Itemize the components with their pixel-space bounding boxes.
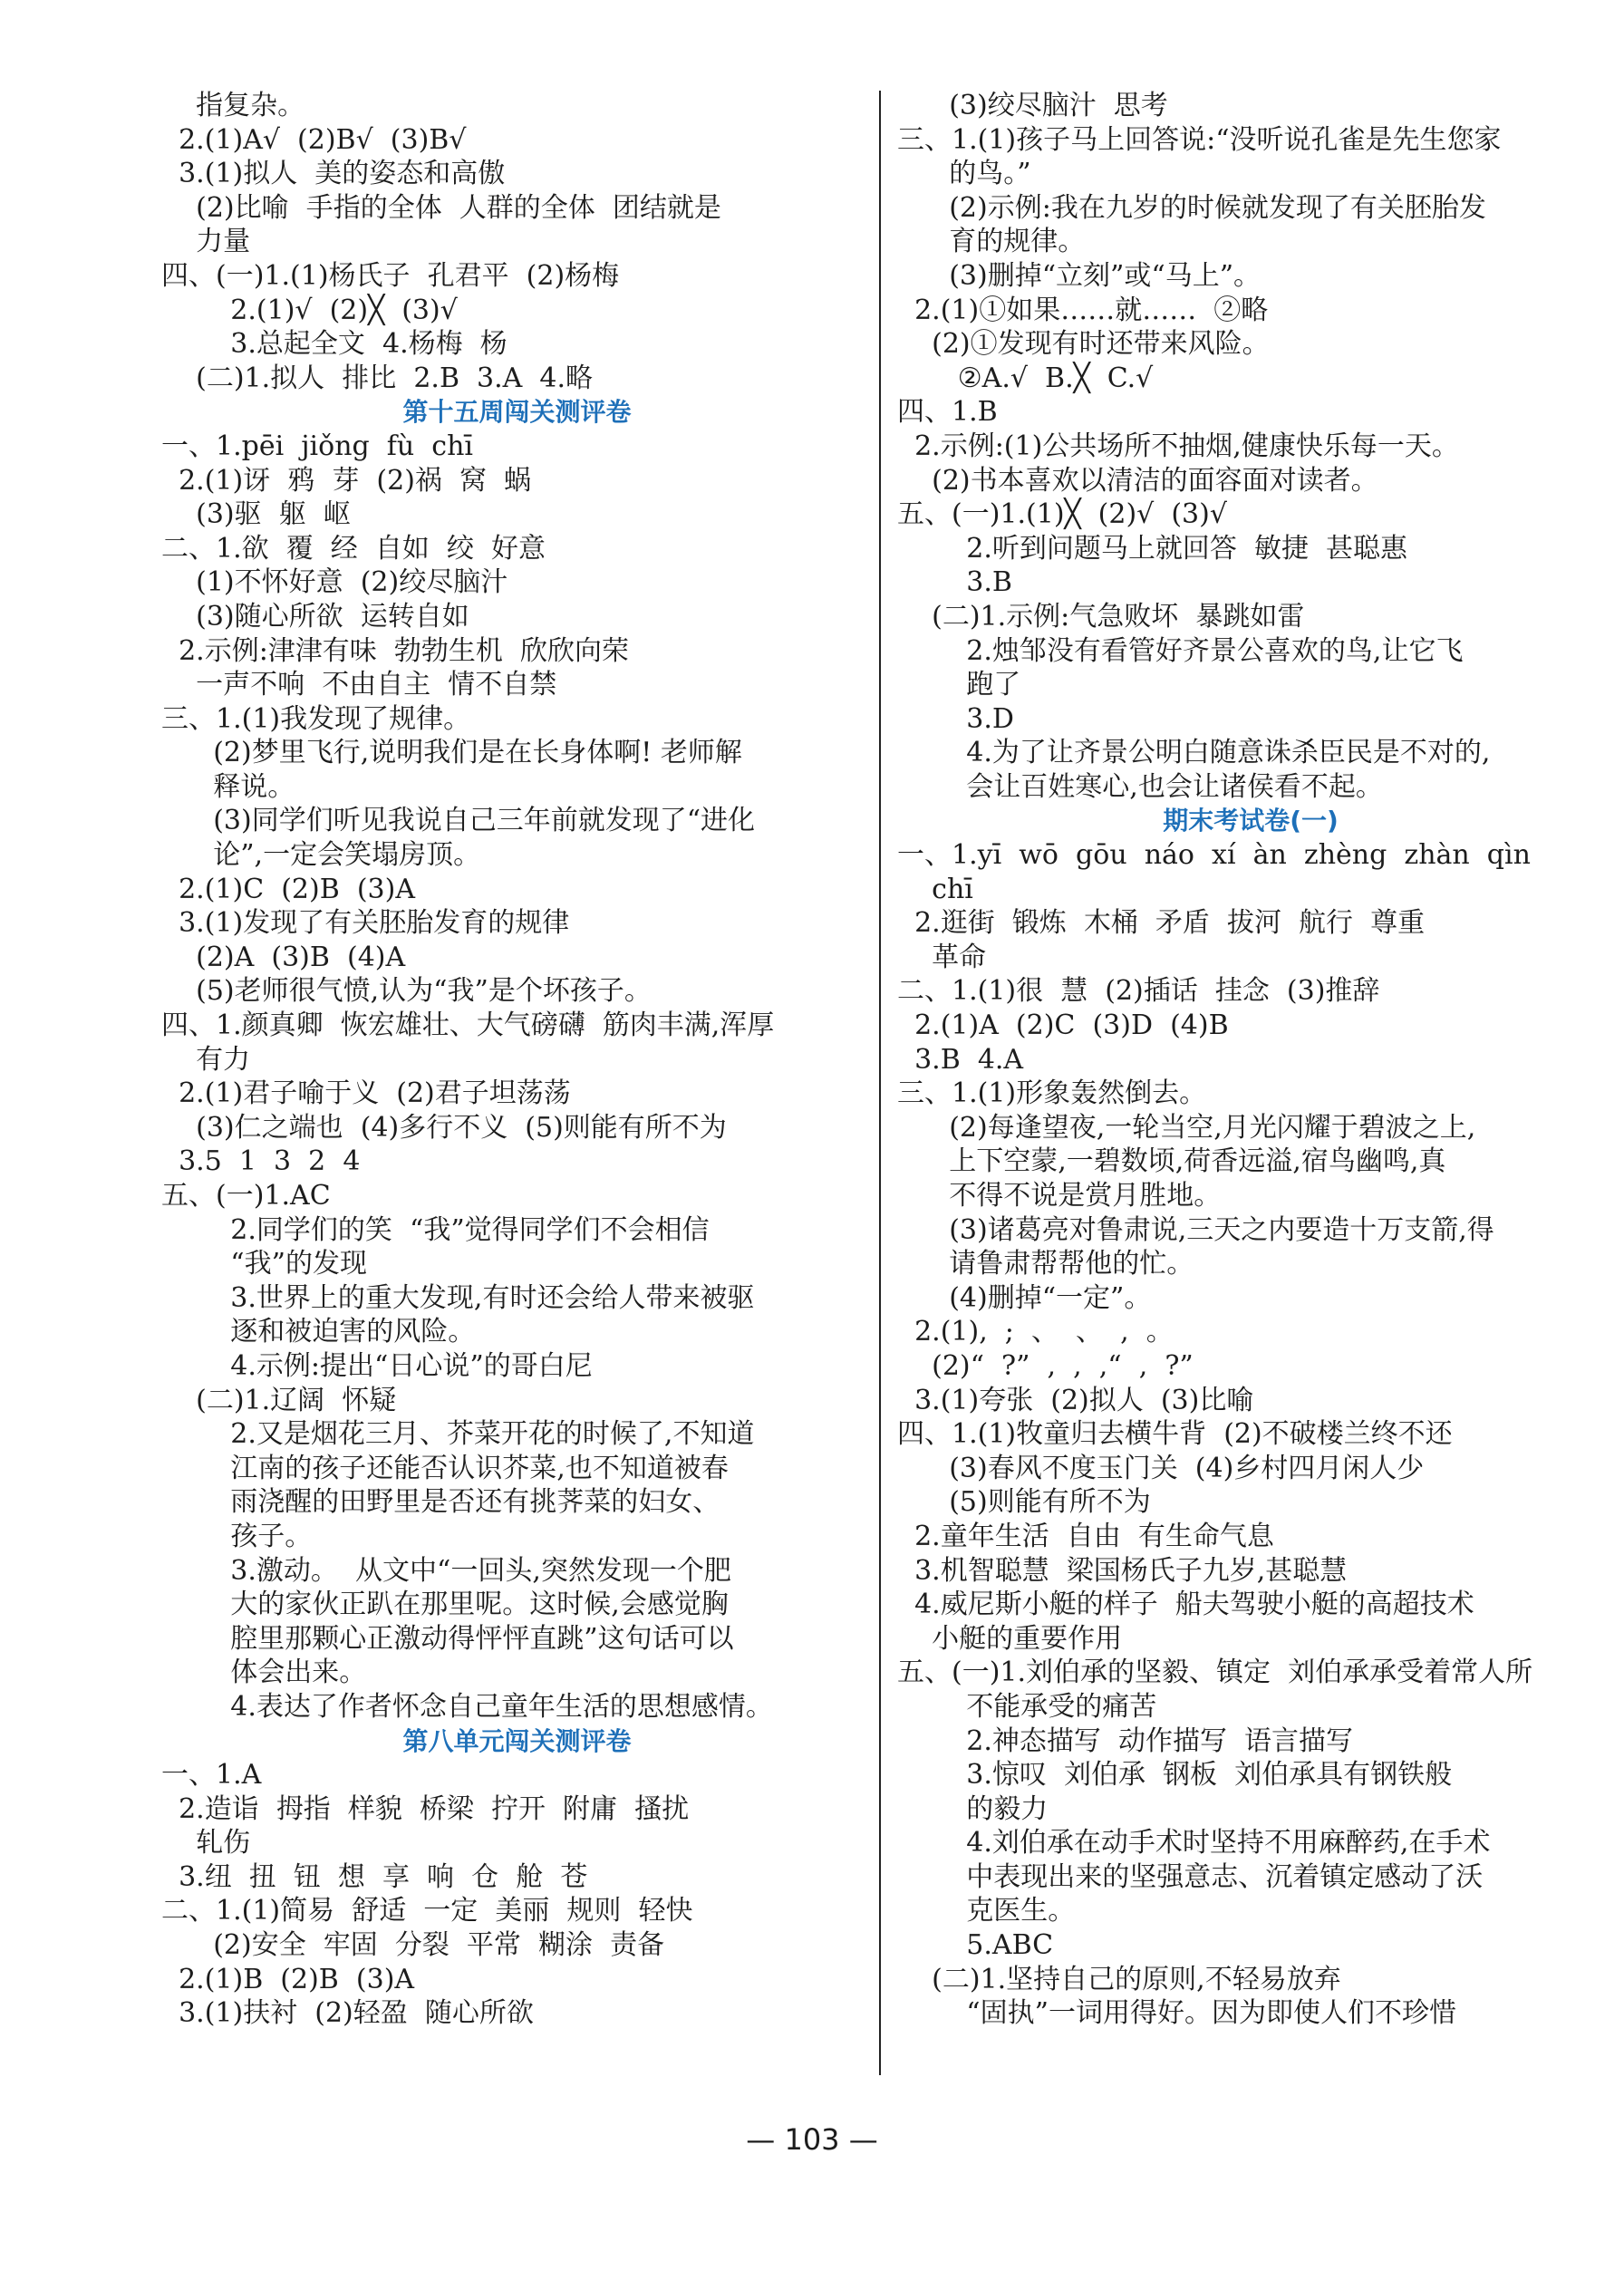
- answer-line: 跑了: [897, 669, 1021, 701]
- answer-line: 五、(一)1.AC: [161, 1180, 331, 1212]
- answer-line: 2.(1)√ (2)╳ (3)√: [161, 294, 458, 326]
- answer-line: 雨浇醒的田野里是否还有挑荠菜的妇女、: [161, 1486, 720, 1519]
- answer-line: 2.(1)C (2)B (3)A: [161, 873, 415, 905]
- answer-line: (二)1.示例:气急败坏 暴跳如雷: [897, 600, 1305, 633]
- answer-line: (3)随心所欲 运转自如: [161, 600, 469, 633]
- answer-line: 四、1.B: [897, 396, 998, 429]
- answer-line: 有力: [161, 1043, 251, 1076]
- answer-line: 4.威尼斯小艇的样子 船夫驾驶小艇的高超技术: [897, 1589, 1474, 1621]
- answer-line: (二)1.拟人 排比 2.B 3.A 4.略: [161, 362, 594, 394]
- answer-line: (3)诸葛亮对鲁肃说,三天之内要造十万支箭,得: [897, 1213, 1494, 1246]
- answer-line: (3)驱 躯 岖: [161, 498, 351, 531]
- answer-line: 小艇的重要作用: [897, 1622, 1123, 1655]
- answer-line: 3.B 4.A: [897, 1043, 1024, 1076]
- answer-line: 逐和被迫害的风险。: [161, 1316, 476, 1348]
- answer-line: 2.(1), ; 、 、 , 。: [897, 1316, 1174, 1348]
- answer-line: (2)安全 牢固 分裂 平常 糊涂 责备: [161, 1929, 665, 1962]
- answer-line: 一、1.A: [161, 1759, 262, 1792]
- answer-line: 克医生。: [897, 1895, 1076, 1927]
- answer-line: (2)“ ?” , , ,“ , ?”: [897, 1349, 1194, 1382]
- answer-line: 3.(1)拟人 美的姿态和高傲: [161, 158, 506, 190]
- answer-line: 4.示例:提出“日心说”的哥白尼: [161, 1349, 593, 1382]
- answer-line: 轧伤: [161, 1827, 251, 1859]
- answer-line: 体会出来。: [161, 1657, 367, 1689]
- answer-line: 一、1.pēi jiǒng fù chī: [161, 430, 474, 462]
- answer-line: 2.童年生活 自由 有生命气息: [897, 1520, 1274, 1552]
- answer-line: 3.(1)扶衬 (2)轻盈 随心所欲: [161, 1997, 534, 2030]
- answer-line: “固执”一词用得好。因为即使人们不珍惜: [897, 1997, 1456, 2030]
- answer-line: 4.刘伯承在动手术时坚持不用麻醉药,在手术: [897, 1827, 1491, 1859]
- answer-line: 3.(1)夸张 (2)拟人 (3)比喻: [897, 1384, 1254, 1416]
- answer-line: (2)①发现有时还带来风险。: [897, 328, 1270, 361]
- answer-line: 三、1.(1)孩子马上回答说:“没听说孔雀是先生您家: [897, 123, 1502, 156]
- answer-line: 会让百姓寒心,也会让诸侯看不起。: [897, 770, 1383, 803]
- answer-line: 上下空蒙,一碧数顷,荷香远溢,宿鸟幽鸣,真: [897, 1145, 1446, 1178]
- answer-line: 三、1.(1)形象轰然倒去。: [897, 1077, 1207, 1110]
- answer-line: 四、1.(1)牧童归去横牛背 (2)不破楼兰终不还: [897, 1418, 1453, 1451]
- answer-line: 2.同学们的笑 “我”觉得同学们不会相信: [161, 1213, 710, 1246]
- answer-line: 2.神态描写 动作描写 语言描写: [897, 1724, 1354, 1757]
- answer-line: (2)A (3)B (4)A: [161, 941, 406, 973]
- answer-line: (4)删掉“一定”。: [897, 1281, 1152, 1314]
- answer-line: 的鸟。”: [897, 158, 1031, 190]
- answer-line: 3.B: [897, 566, 1012, 599]
- answer-line: (3)删掉“立刻”或“马上”。: [897, 259, 1262, 292]
- answer-line: 的毅力: [897, 1792, 1049, 1825]
- answer-line: 不得不说是赏月胜地。: [897, 1180, 1222, 1212]
- answer-line: 2.(1)A√ (2)B√ (3)B√: [161, 123, 467, 156]
- answer-line: 一、1.yī wō gōu náo xí àn zhèng zhàn qìn: [897, 839, 1531, 872]
- answer-line: (2)每逢望夜,一轮当空,月光闪耀于碧波之上,: [897, 1111, 1476, 1144]
- answer-line: 2.造诣 拇指 样貌 桥梁 拧开 附庸 搔扰: [161, 1792, 690, 1825]
- answer-line: (二)1.辽阔 怀疑: [161, 1384, 397, 1416]
- answer-line: (3)同学们听见我说自己三年前就发现了“进化: [161, 805, 756, 837]
- answer-line: 4.表达了作者怀念自己童年生活的思想感情。: [161, 1690, 773, 1723]
- answer-line: 江南的孩子还能否认识芥菜,也不知道被春: [161, 1452, 729, 1484]
- answer-line: 3.D: [897, 702, 1014, 735]
- answer-line: 四、(一)1.(1)杨氏子 孔君平 (2)杨梅: [161, 259, 620, 292]
- answer-line: 2.(1)A (2)C (3)D (4)B: [897, 1009, 1229, 1042]
- answer-line: 力量: [161, 226, 251, 258]
- answer-line: 论”,一定会笑塌房顶。: [161, 839, 481, 872]
- answer-line: 中表现出来的坚强意志、沉着镇定感动了沃: [897, 1860, 1484, 1893]
- answer-line: 2.(1)君子喻于义 (2)君子坦荡荡: [161, 1077, 571, 1110]
- answer-line: (3)仁之端也 (4)多行不义 (5)则能有所不为: [161, 1111, 727, 1144]
- section-title: 期末考试卷(一): [1163, 806, 1339, 836]
- answer-line: 革命: [897, 941, 987, 973]
- section-title: 第十五周闯关测评卷: [402, 397, 632, 428]
- answer-line: 5.ABC: [897, 1929, 1054, 1962]
- answer-line: 3.世界上的重大发现,有时还会给人带来被驱: [161, 1281, 755, 1314]
- answer-line: (3)绞尽脑汁 思考: [897, 90, 1168, 121]
- answer-line: 五、(一)1.刘伯承的坚毅、镇定 刘伯承承受着常人所: [897, 1657, 1533, 1689]
- answer-line: 2.又是烟花三月、芥菜开花的时候了,不知道: [161, 1418, 755, 1451]
- right-column: [897, 89, 1604, 2031]
- answer-line: 3.(1)发现了有关胚胎发育的规律: [161, 907, 570, 940]
- column-divider: [879, 91, 881, 2075]
- answer-line: 不能承受的痛苦: [897, 1690, 1157, 1723]
- answer-line: 3.惊叹 刘伯承 钢板 刘伯承具有钢铁般: [897, 1759, 1453, 1792]
- left-column: [161, 89, 873, 2031]
- answer-line: (3)春风不度玉门关 (4)乡村四月闲人少: [897, 1452, 1425, 1484]
- answer-line: 3.激动。 从文中“一回头,突然发现一个肥: [161, 1554, 731, 1587]
- answer-line: (5)老师很气愤,认为“我”是个坏孩子。: [161, 975, 652, 1008]
- answer-line: 五、(一)1.(1)╳ (2)√ (3)√: [897, 498, 1227, 531]
- answer-line: 四、1.颜真卿 恢宏雄壮、大气磅礴 筋肉丰满,浑厚: [161, 1009, 775, 1042]
- section-title: 第八单元闯关测评卷: [402, 1725, 632, 1756]
- answer-line: (2)书本喜欢以清洁的面容面对读者。: [897, 464, 1378, 497]
- answer-line: 2.听到问题马上就回答 敏捷 甚聪惠: [897, 532, 1408, 565]
- answer-line: 3.纽 扭 钮 想 享 响 仓 舱 苍: [161, 1860, 588, 1893]
- answer-line: 3.总起全文 4.杨梅 杨: [161, 328, 508, 361]
- answer-line: 2.烛邹没有看管好齐景公喜欢的鸟,让它飞: [897, 634, 1464, 667]
- answer-line: 请鲁肃帮帮他的忙。: [897, 1248, 1194, 1280]
- answer-line: ②A.√ B.╳ C.√: [897, 362, 1154, 394]
- answer-line: chī: [897, 873, 973, 905]
- answer-line: 二、1.(1)简易 舒适 一定 美丽 规则 轻快: [161, 1895, 693, 1927]
- answer-line: (2)梦里飞行,说明我们是在长身体啊! 老师解: [161, 737, 742, 769]
- answer-line: 大的家伙正趴在那里呢。这时候,会感觉胸: [161, 1589, 729, 1621]
- answer-line: (2)比喻 手指的全体 人群的全体 团结就是: [161, 191, 721, 224]
- answer-line: 3.机智聪慧 梁国杨氏子九岁,甚聪慧: [897, 1554, 1348, 1587]
- answer-line: 指复杂。: [161, 90, 305, 121]
- answer-line: 2.(1)讶 鸦 芽 (2)祸 窝 蜗: [161, 464, 532, 497]
- page-number: — 103 —: [746, 2122, 878, 2157]
- answer-line: 4.为了让齐景公明白随意诛杀臣民是不对的,: [897, 737, 1491, 769]
- answer-line: 育的规律。: [897, 226, 1086, 258]
- answer-line: 释说。: [161, 770, 295, 803]
- answer-line: 2.(1)B (2)B (3)A: [161, 1963, 415, 1995]
- answer-line: 三、1.(1)我发现了规律。: [161, 702, 471, 735]
- answer-line: 腔里那颗心正激动得怦怦直跳”这句话可以: [161, 1622, 734, 1655]
- answer-line: (1)不怀好意 (2)绞尽脑汁: [161, 566, 508, 599]
- answer-line: (二)1.坚持自己的原则,不轻易放弃: [897, 1963, 1341, 1995]
- answer-line: 一声不响 不由自主 情不自禁: [161, 669, 557, 701]
- answer-line: 孩子。: [161, 1520, 313, 1552]
- answer-line: 2.示例:(1)公共场所不抽烟,健康快乐每一天。: [897, 430, 1459, 462]
- answer-line: “我”的发现: [161, 1248, 367, 1280]
- answer-line: 3.5 1 3 2 4: [161, 1145, 361, 1178]
- answer-line: (2)示例:我在九岁的时候就发现了有关胚胎发: [897, 191, 1486, 224]
- answer-line: 2.逛街 锻炼 木桶 矛盾 拔河 航行 尊重: [897, 907, 1426, 940]
- answer-line: 二、1.欲 覆 经 自如 绞 好意: [161, 532, 546, 565]
- answer-line: (5)则能有所不为: [897, 1486, 1151, 1519]
- answer-line: 2.示例:津津有味 勃勃生机 欣欣向荣: [161, 634, 629, 667]
- answer-line: 二、1.(1)很 慧 (2)插话 挂念 (3)推辞: [897, 975, 1380, 1008]
- answer-line: 2.(1)①如果……就…… ②略: [897, 294, 1269, 326]
